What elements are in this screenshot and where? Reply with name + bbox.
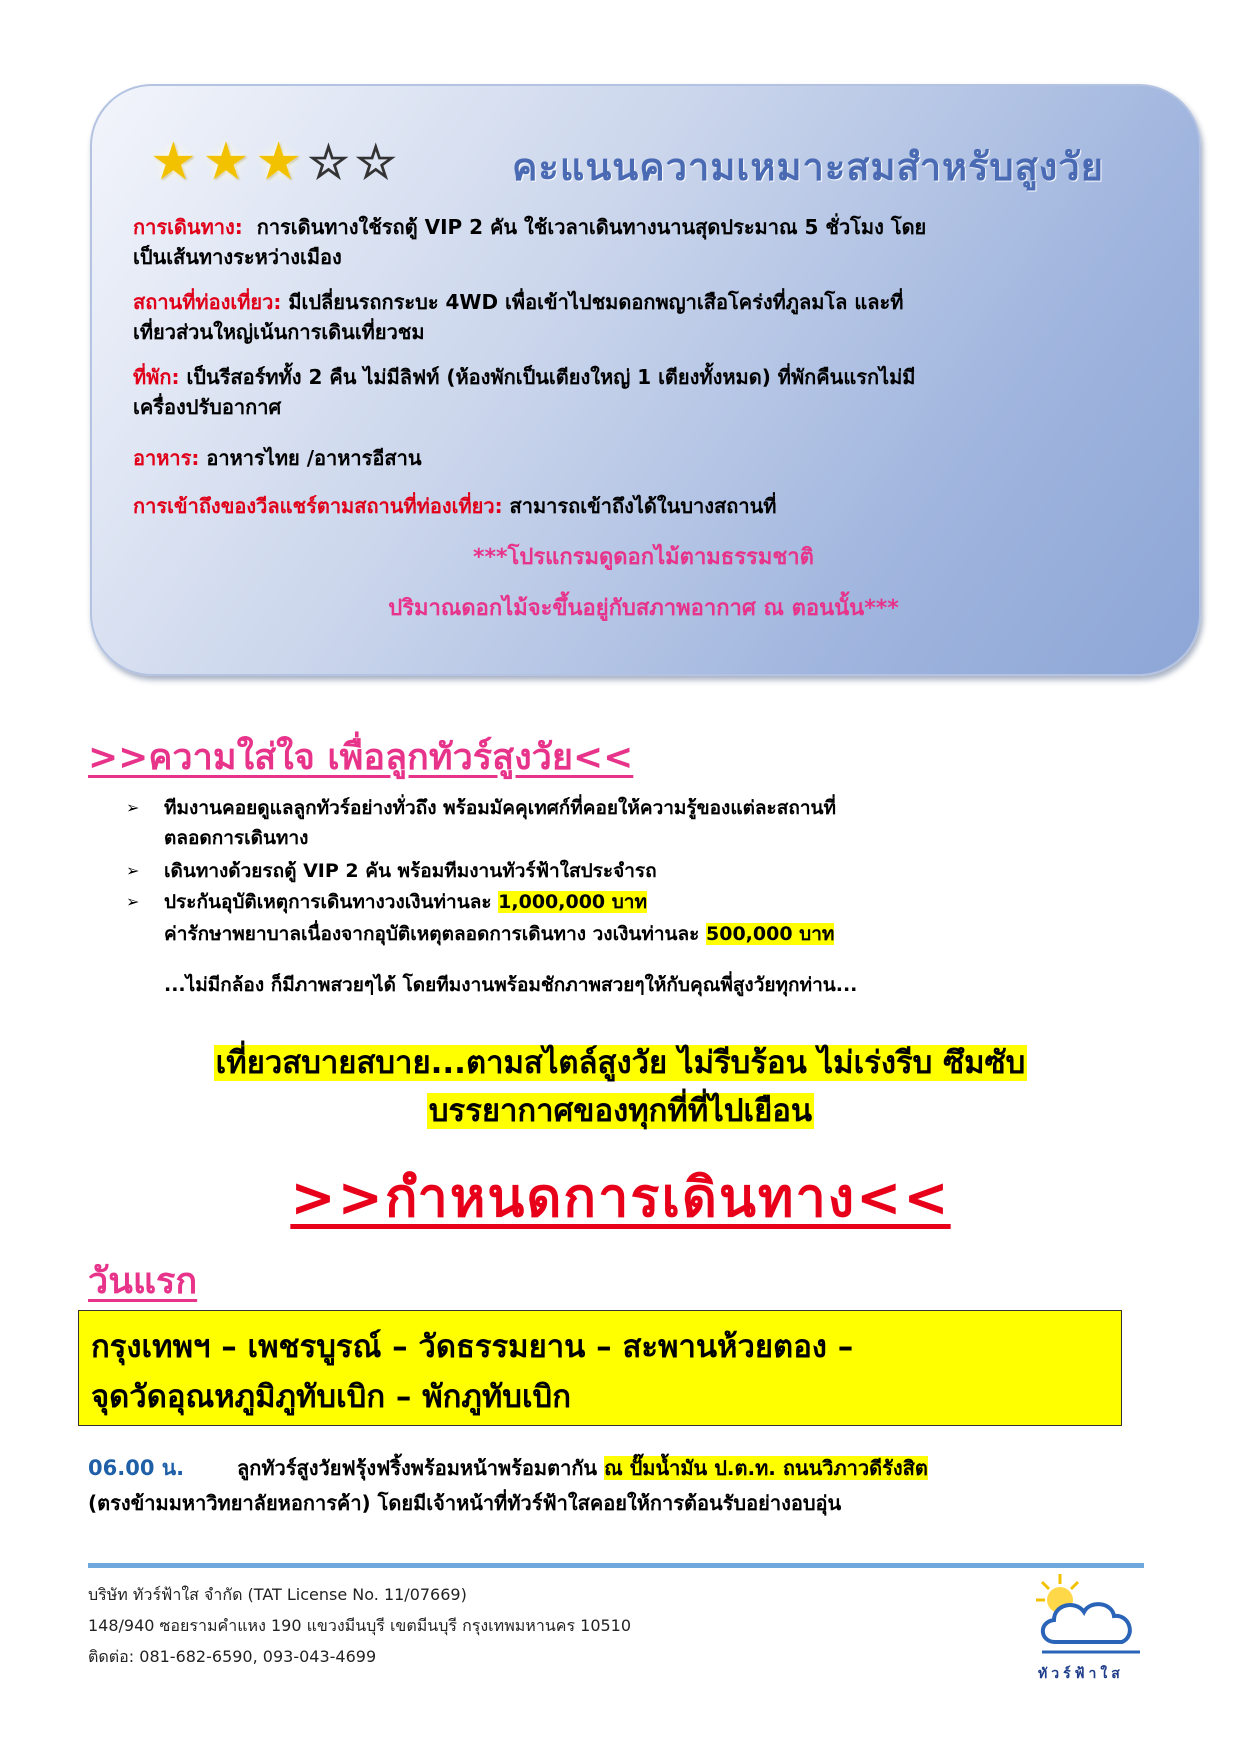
attraction-info [133,287,1153,347]
star-filled-icon: ★ [150,132,197,192]
rating-title: คะแนนความเหมาะสมสำหรับสูงวัย [512,145,1104,189]
medical-text: ค่ารักษาพยาบาลเนื่องจากอุบัติเหตุตลอดการเดินทาง วงเงินท่านละ [164,923,706,945]
arrow-bullet-icon: ➢ [126,892,140,911]
route-box [78,1310,1122,1426]
star-filled-icon: ★ [202,132,250,192]
attraction-text: มีเปลี่ยนรถกระบะ 4WD เพื่อเข้าไปชมดอกพญาเสือโคร่งที่ภูลมโล และที่ [288,290,904,314]
photo-note [128,970,1088,1000]
accommodation-info [133,362,1153,422]
attraction-label: สถานที่ท่องเที่ยว: [133,290,282,314]
insurance-text: ประกันอุบัติเหตุการเดินทางวงเงินท่านละ [164,891,499,913]
care-bullet [128,793,1088,853]
rating-stars [150,132,402,192]
time-label: 06.00 น. [88,1456,185,1480]
photo-note-text: ...ไม่มีกล้อง ก็มีภาพสวยๆได้ โดยทีมงานพร้อมชักภาพสวยๆให้กับคุณพี่สูงวัยทุกท่าน... [164,974,858,996]
care-heading: >>ความใส่ใจ เพื่อลูกทัวร์สูงวัย<< [88,737,634,778]
care-bullet [128,887,1088,949]
travel-text-cont: เป็นเส้นทางระหว่างเมือง [133,245,342,269]
travel-label: การเดินทาง: [133,215,243,239]
slogan-text: บรรยากาศของทุกที่ที่ไปเยือน [428,1093,813,1129]
itinerary-title: >>กำหนดการเดินทาง<< [290,1166,951,1229]
medical-amount: 500,000 บาท [706,923,835,945]
route-line1: กรุงเทพฯ – เพชรบูรณ์ – วัดธรรมยาน – สะพานห้วยตอง – [91,1329,854,1365]
star-empty-icon: ☆ [355,135,397,189]
day1-heading: วันแรก [88,1261,198,1302]
footer-address: 148/940 ซอยรามคำแหง 190 แขวงมีนบุรี เขตมีนบุรี กรุงเทพมหานคร 10510 [88,1616,632,1635]
slogan-line2 [0,1085,1241,1135]
wheelchair-label: การเข้าถึงของวีลแชร์ตามสถานที่ท่องเที่ยว: [133,494,503,518]
arrow-bullet-icon: ➢ [126,798,140,817]
food-info [133,443,1153,473]
wheelchair-info [133,491,1153,521]
footer-divider [88,1563,1144,1568]
attraction-text-cont: เที่ยวส่วนใหญ่เน้นการเดินเที่ยวชม [133,320,425,344]
schedule-text-cont: (ตรงข้ามมหาวิทยาลัยหอการค้า) โดยมีเจ้าหน้าที่ทัวร์ฟ้าใสคอยให้การต้อนรับอย่างอบอุ่น [88,1491,842,1515]
meeting-point: ณ ปั๊มน้ำมัน ป.ต.ท. ถนนวิภาวดีรังสิต [604,1456,928,1480]
schedule-text-a: ลูกทัวร์สูงวัยฟรุ้งฟริ้งพร้อมหน้าพร้อมตากัน [237,1456,605,1480]
care-bullet-text-cont: ตลอดการเดินทาง [164,827,309,849]
accommodation-text-cont: เครื่องปรับอากาศ [133,395,282,419]
slogan-text: เที่ยวสบายสบาย...ตามสไตล์สูงวัย ไม่รีบร้อน ไม่เร่งรีบ ซึมซับ [215,1045,1026,1081]
footer-company: บริษัท ทัวร์ฟ้าใส จำกัด (TAT License No. 11/07669) [88,1585,467,1604]
slogan-line1 [0,1037,1241,1087]
route-line2: จุดวัดอุณหภูมิภูทับเบิก – พักภูทับเบิก [91,1379,571,1415]
accommodation-label: ที่พัก: [133,365,180,389]
food-label: อาหาร: [133,446,200,470]
star-empty-icon: ☆ [307,135,350,189]
logo-text: ทัวร์ฟ้าใส [1038,1666,1124,1682]
arrow-bullet-icon: ➢ [126,861,140,880]
travel-info [133,212,1153,272]
travel-text: การเดินทางใช้รถตู้ VIP 2 คัน ใช้เวลาเดินทางนานสุดประมาณ 5 ชั่วโมง โดย [256,215,927,239]
care-bullet-text: เดินทางด้วยรถตู้ VIP 2 คัน พร้อมทีมงานทัวร์ฟ้าใสประจำรถ [164,860,657,882]
accommodation-text: เป็นรีสอร์ททั้ง 2 คืน ไม่มีลิฟท์ (ห้องพักเป็นเตียงใหญ่ 1 เตียงทั้งหมด) ที่พักคืนแรกไม่มี [186,365,916,389]
company-logo-icon [1030,1570,1150,1670]
star-filled-icon: ★ [255,132,302,192]
flower-note-line1: ***โปรแกรมดูดอกไม้ตามธรรมชาติ [473,545,814,570]
schedule-text [237,1452,928,1484]
footer-contact: ติดต่อ: 081-682-6590, 093-043-4699 [88,1647,377,1666]
care-bullet-text: ทีมงานคอยดูแลลูกทัวร์อย่างทั่วถึง พร้อมมัคคุเทศก์ที่คอยให้ความรู้ของแต่ละสถานที่ [164,797,837,819]
wheelchair-text: สามารถเข้าถึงได้ในบางสถานที่ [509,494,777,518]
food-text: อาหารไทย /อาหารอีสาน [206,446,422,470]
insurance-amount: 1,000,000 บาท [498,891,648,913]
flower-note-line2: ปริมาณดอกไม้จะขึ้นอยู่กับสภาพอากาศ ณ ตอนนั้น*** [388,596,899,621]
care-bullet [128,856,1088,886]
